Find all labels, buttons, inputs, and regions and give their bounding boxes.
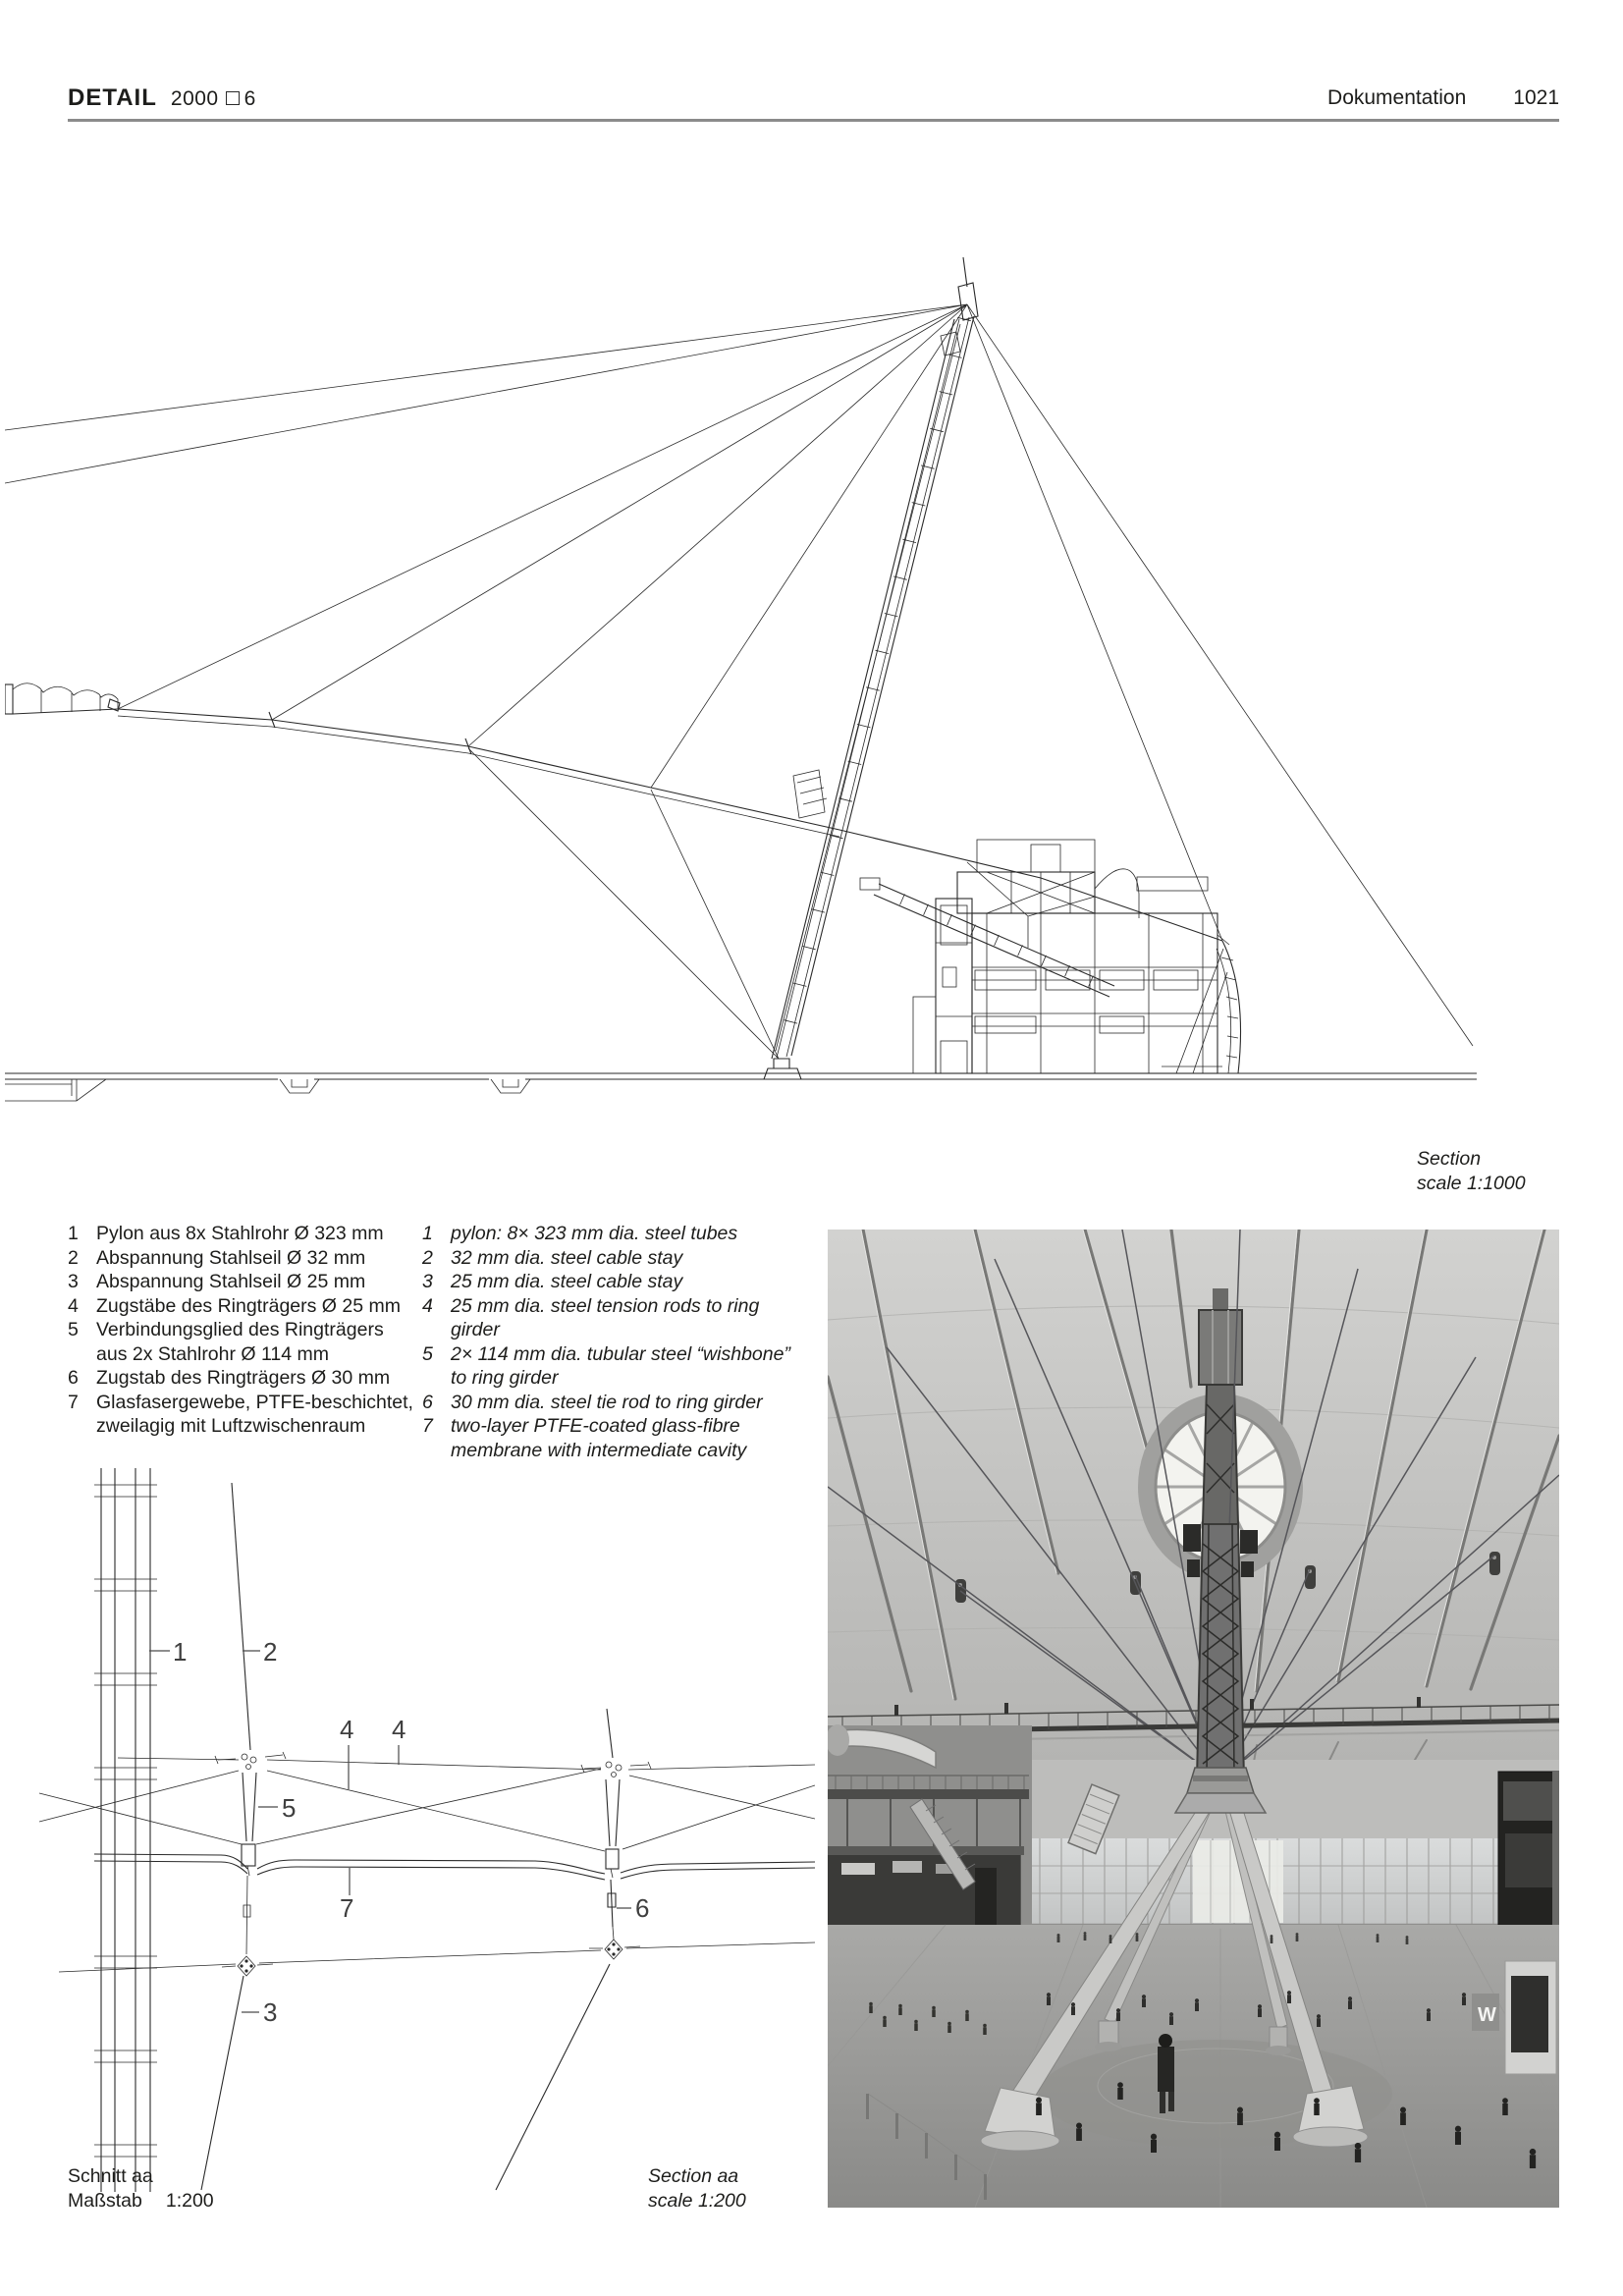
legend-num: 1 (68, 1223, 79, 1244)
legend-text: 32 mm dia. steel cable stay (451, 1246, 683, 1269)
legend-text: Glasfasergewebe, PTFE-beschichtet, (96, 1391, 413, 1413)
legend-text2: aus 2x Stahlrohr Ø 114 mm (96, 1342, 329, 1365)
brand-logo: DETAIL (68, 84, 157, 111)
building-section (913, 840, 1217, 1073)
legend-text2: membrane with intermediate cavity (451, 1439, 747, 1461)
callout-4b: 4 (392, 1715, 406, 1744)
legend-item-en-1 (422, 1222, 810, 1246)
callout-2: 2 (263, 1637, 278, 1667)
section-caption-line1: Section (1417, 1148, 1482, 1170)
legend-num: 3 (422, 1271, 433, 1292)
legend-item-de-1 (68, 1222, 422, 1246)
section-figure-caption (1417, 1147, 1526, 1195)
detail-membrane (94, 1854, 815, 1880)
detail-callouts (149, 1637, 649, 2027)
legend-english-column (422, 1222, 810, 1462)
callout-4a: 4 (340, 1715, 354, 1744)
legend-item-de-6 (68, 1366, 422, 1391)
page-number: 1021 (1513, 86, 1559, 109)
callout-5: 5 (282, 1793, 297, 1823)
section-label: Dokumentation (1327, 86, 1467, 109)
legend-text: two-layer PTFE-coated glass-fibre (451, 1415, 740, 1437)
legend-text: Pylon aus 8x Stahlrohr Ø 323 mm (96, 1223, 384, 1244)
header-rule (68, 119, 1559, 122)
legend-num: 2 (422, 1246, 433, 1269)
detail-node-left (215, 1752, 286, 1976)
section-caption-line2: scale 1:1000 (1417, 1172, 1526, 1194)
legend-num: 2 (68, 1246, 79, 1269)
kiosk-sign-w: W (1478, 2004, 1496, 2026)
detail-caption-en-line1: Section aa (648, 2165, 739, 2187)
legend (68, 1222, 814, 1462)
legend-text: 2× 114 mm dia. tubular steel “wishbone” (451, 1342, 790, 1365)
legend-text: Verbindungsglied des Ringträgers (96, 1319, 384, 1340)
ground-line (5, 1066, 1477, 1101)
detail-caption-de-label: Maßstab (68, 2189, 142, 2212)
callout-3: 3 (263, 1997, 278, 2027)
legend-num: 7 (68, 1391, 79, 1413)
section-drawing (5, 226, 1478, 1110)
legend-num: 4 (422, 1294, 433, 1317)
stay-cables (5, 304, 1473, 1059)
detail-node-right (581, 1762, 651, 1959)
detail-drawing (29, 1444, 815, 2210)
legend-num: 6 (68, 1367, 79, 1389)
legend-item-en-5 (422, 1342, 810, 1391)
legend-num: 3 (68, 1271, 79, 1292)
floor (828, 1925, 1559, 2208)
legend-item-de-3 (68, 1270, 422, 1294)
membrane-roof (118, 709, 1222, 941)
detail-caption-english (648, 2164, 746, 2213)
legend-item-en-2 (422, 1246, 810, 1271)
billboard-right (1498, 1772, 1559, 1934)
issue-year: 2000 (170, 87, 219, 110)
legend-num: 5 (422, 1342, 433, 1365)
legend-text: pylon: 8× 323 mm dia. steel tubes (451, 1223, 738, 1244)
legend-item-de-4 (68, 1294, 422, 1319)
legend-text2: to ring girder (451, 1367, 559, 1389)
legend-num: 1 (422, 1223, 433, 1244)
detail-caption-german (68, 2164, 214, 2213)
legend-german-column (68, 1222, 422, 1462)
legend-text: Zugstab des Ringträgers Ø 30 mm (96, 1367, 391, 1389)
legend-text: 25 mm dia. steel cable stay (451, 1271, 683, 1292)
legend-num: 6 (422, 1391, 433, 1413)
detail-caption-en-line2: scale 1:200 (648, 2189, 746, 2212)
lattice-boom (860, 878, 1114, 997)
legend-item-en-4 (422, 1294, 810, 1342)
detail-caption-de-value: 1:200 (165, 2189, 214, 2212)
legend-item-de-5 (68, 1318, 422, 1366)
legend-item-en-3 (422, 1270, 810, 1294)
detail-cables (201, 1483, 613, 2190)
legend-num: 5 (68, 1319, 79, 1340)
membrane-edge-scallop (5, 683, 120, 714)
issue-number: 6 (243, 87, 256, 110)
detail-pylon (94, 1468, 157, 2192)
legend-num: 4 (68, 1294, 79, 1317)
legend-text: Abspannung Stahlseil Ø 25 mm (96, 1271, 366, 1292)
mast-through-oculus (1199, 1288, 1242, 1524)
legend-num: 7 (422, 1415, 433, 1437)
legend-item-de-2 (68, 1246, 422, 1271)
photo-dome-interior (828, 1230, 1559, 2208)
right-edge-blade (1176, 935, 1241, 1073)
legend-text: 25 mm dia. steel tension rods to ring girder (451, 1294, 760, 1340)
detail-caption-de-line1: Schnitt aa (68, 2165, 153, 2187)
legend-text2: zweilagig mit Luftzwischenraum (96, 1415, 366, 1437)
legend-item-en-6 (422, 1391, 810, 1415)
detail-ring-girder-rods (39, 1758, 815, 1972)
header-right (1327, 86, 1559, 110)
callout-1: 1 (173, 1637, 188, 1667)
header-left (68, 84, 256, 112)
callout-7: 7 (340, 1893, 354, 1923)
legend-text: Zugstäbe des Ringträgers Ø 25 mm (96, 1294, 401, 1317)
callout-6: 6 (635, 1893, 650, 1923)
legend-text: 30 mm dia. steel tie rod to ring girder (451, 1391, 763, 1413)
legend-text: Abspannung Stahlseil Ø 32 mm (96, 1246, 366, 1269)
legend-item-de-7 (68, 1391, 422, 1439)
issue-separator-box (226, 91, 240, 105)
mezzanine-left (828, 1724, 1032, 1937)
